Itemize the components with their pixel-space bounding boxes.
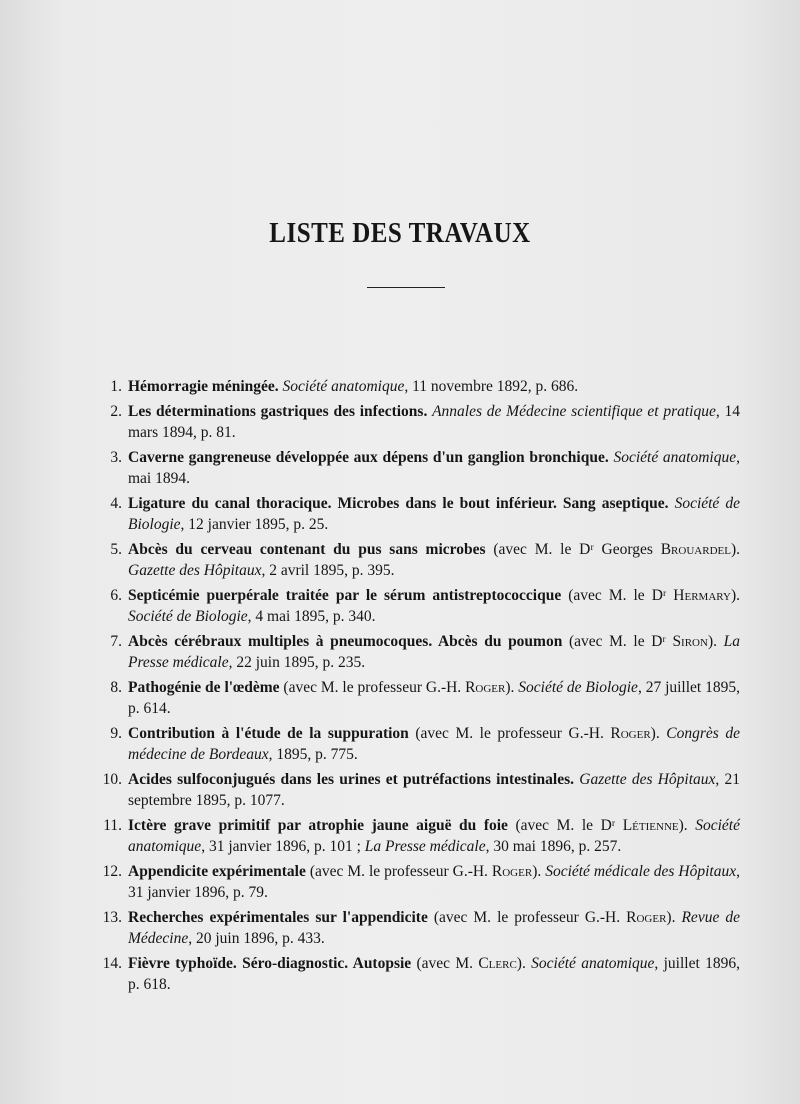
- entry-text: (avec M. le Dʳ: [507, 817, 623, 834]
- entry-text: ).: [678, 817, 696, 834]
- entry-text: , 27 juillet 1895, p. 614.: [128, 679, 740, 717]
- publication-name: Annales de Médecine scientifique et pratique: [432, 403, 716, 420]
- author-name: Roger: [465, 679, 506, 696]
- publication-name: Société de Biologie: [518, 679, 638, 696]
- publication-name: La Presse médicale: [128, 633, 740, 671]
- entry-text: (avec M. le professeur G.-H.: [427, 909, 627, 926]
- entry-text: , mai 1894.: [128, 449, 740, 487]
- work-entry: [100, 585, 740, 627]
- work-title: Abcès du cerveau contenant du pus sans microbes: [128, 541, 486, 558]
- work-title: Acides sulfoconjugués dans les urines et putréfactions intestinales.: [128, 771, 575, 788]
- page-title: LISTE DES TRAVAUX: [269, 217, 531, 249]
- work-title: Recherches expérimentales sur l'appendicite: [128, 909, 428, 926]
- entry-text: , 2 avril 1895, p. 395.: [261, 562, 395, 579]
- work-title: Abcès cérébraux multiples à pneumocoques. Abcès du poumon: [128, 633, 563, 650]
- publication-name: Revue de Médecine: [128, 909, 740, 947]
- entry-text: , 12 janvier 1895, p. 25.: [180, 516, 329, 533]
- entry-number: 1.: [110, 378, 122, 395]
- entry-text: , 31 janvier 1896, p. 101 ;: [201, 838, 365, 855]
- publication-name: Gazette des Hôpitaux: [579, 771, 716, 788]
- entry-text: (avec M. le Dʳ: [562, 633, 673, 650]
- entry-text: , 22 juin 1895, p. 235.: [228, 654, 366, 671]
- work-entry: [100, 493, 740, 535]
- entry-text: ).: [650, 725, 667, 742]
- work-title: Contribution à l'étude de la suppuration: [128, 725, 409, 742]
- work-entry: [100, 539, 740, 581]
- entry-text: (avec M. le professeur G.-H.: [408, 725, 611, 742]
- work-entry: [100, 447, 740, 489]
- work-entry: [100, 723, 740, 765]
- entry-number: 9.: [110, 725, 122, 742]
- entry-text: (avec M. le professeur G.-H.: [279, 679, 466, 696]
- entry-text: , juillet 1896, p. 618.: [128, 955, 740, 993]
- entry-text: , 31 janvier 1896, p. 79.: [128, 863, 740, 901]
- entry-text: , 11 novembre 1892, p. 686.: [404, 378, 579, 395]
- works-list: [100, 376, 740, 999]
- entry-text: , 21 septembre 1895, p. 1077.: [128, 771, 741, 809]
- work-title: Les déterminations gastriques des infections.: [128, 403, 428, 420]
- entry-number: 11.: [103, 817, 122, 834]
- entry-text: (avec M. le professeur G.-H.: [305, 863, 492, 880]
- entry-text: ).: [730, 587, 740, 604]
- work-title: Appendicite expérimentale: [128, 863, 306, 880]
- entry-text: , 14 mars 1894, p. 81.: [128, 403, 740, 441]
- entry-text: (avec M. le Dʳ Georges: [485, 541, 661, 558]
- entry-number: 4.: [110, 495, 122, 512]
- publication-name: Gazette des Hôpitaux: [128, 562, 262, 579]
- publication-name: Société anatomique: [531, 955, 655, 972]
- entry-text: ).: [666, 909, 682, 926]
- publication-name: Société de Biologie: [128, 495, 741, 533]
- publication-name: Société anatomique: [282, 378, 405, 395]
- author-name: Létienne: [622, 817, 679, 834]
- author-name: Clerc: [478, 955, 517, 972]
- entry-text: , 4 mai 1895, p. 340.: [247, 608, 376, 625]
- entry-number: 14.: [102, 955, 122, 972]
- publication-name: Congrès de médecine de Bordeaux: [128, 725, 740, 763]
- work-title: Pathogénie de l'œdème: [128, 679, 280, 696]
- entry-text: ).: [505, 679, 519, 696]
- publication-name: Société médicale des Hôpitaux: [545, 863, 737, 880]
- work-entry: [100, 769, 740, 811]
- entry-number: 6.: [110, 587, 122, 604]
- author-name: Hermary: [673, 587, 731, 604]
- publication-name: Société anatomique: [128, 817, 740, 855]
- title-rule: [367, 287, 445, 288]
- entry-text: (avec M.: [411, 955, 479, 972]
- entry-number: 13.: [102, 909, 122, 926]
- author-name: Brouardel: [660, 541, 731, 558]
- work-entry: [100, 401, 740, 443]
- entry-text: ).: [532, 863, 546, 880]
- work-title: Fièvre typhoïde. Séro-diagnostic. Autopsie: [128, 955, 412, 972]
- entry-text: , 20 juin 1896, p. 433.: [188, 930, 325, 947]
- publication-name: Société de Biologie: [128, 608, 248, 625]
- entry-number: 3.: [110, 449, 122, 466]
- work-entry: [100, 861, 740, 903]
- entry-text: , 1895, p. 775.: [268, 746, 358, 763]
- work-entry: [100, 953, 740, 995]
- entry-number: 8.: [110, 679, 122, 696]
- publication-name: Société anatomique: [613, 449, 737, 466]
- entry-number: 7.: [110, 633, 122, 650]
- publication-name: La Presse médicale: [364, 838, 486, 855]
- author-name: Roger: [491, 863, 533, 880]
- entry-text: , 30 mai 1896, p. 257.: [485, 838, 622, 855]
- work-entry: [100, 376, 740, 397]
- entry-number: 10.: [102, 771, 122, 788]
- author-name: Roger: [626, 909, 667, 926]
- work-title: Ligature du canal thoracique. Microbes dans le bout inférieur. Sang aseptique.: [128, 495, 669, 512]
- entry-text: (avec M. le Dʳ: [561, 587, 674, 604]
- entry-text: ).: [730, 541, 740, 558]
- entry-number: 12.: [102, 863, 122, 880]
- author-name: Roger: [610, 725, 651, 742]
- work-title: Hémorragie méningée.: [128, 378, 279, 395]
- entry-text: ).: [516, 955, 532, 972]
- work-entry: [100, 631, 740, 673]
- work-entry: [100, 677, 740, 719]
- entry-number: 5.: [110, 541, 122, 558]
- entry-number: 2.: [110, 403, 122, 420]
- entry-text: ).: [707, 633, 724, 650]
- author-name: Siron: [672, 633, 708, 650]
- work-entry: [100, 815, 740, 857]
- work-title: Ictère grave primitif par atrophie jaune aiguë du foie: [128, 817, 508, 834]
- work-entry: [100, 907, 740, 949]
- work-title: Caverne gangreneuse développée aux dépens d'un ganglion bronchique.: [128, 449, 609, 466]
- work-title: Septicémie puerpérale traitée par le sérum antistreptococcique: [128, 587, 562, 604]
